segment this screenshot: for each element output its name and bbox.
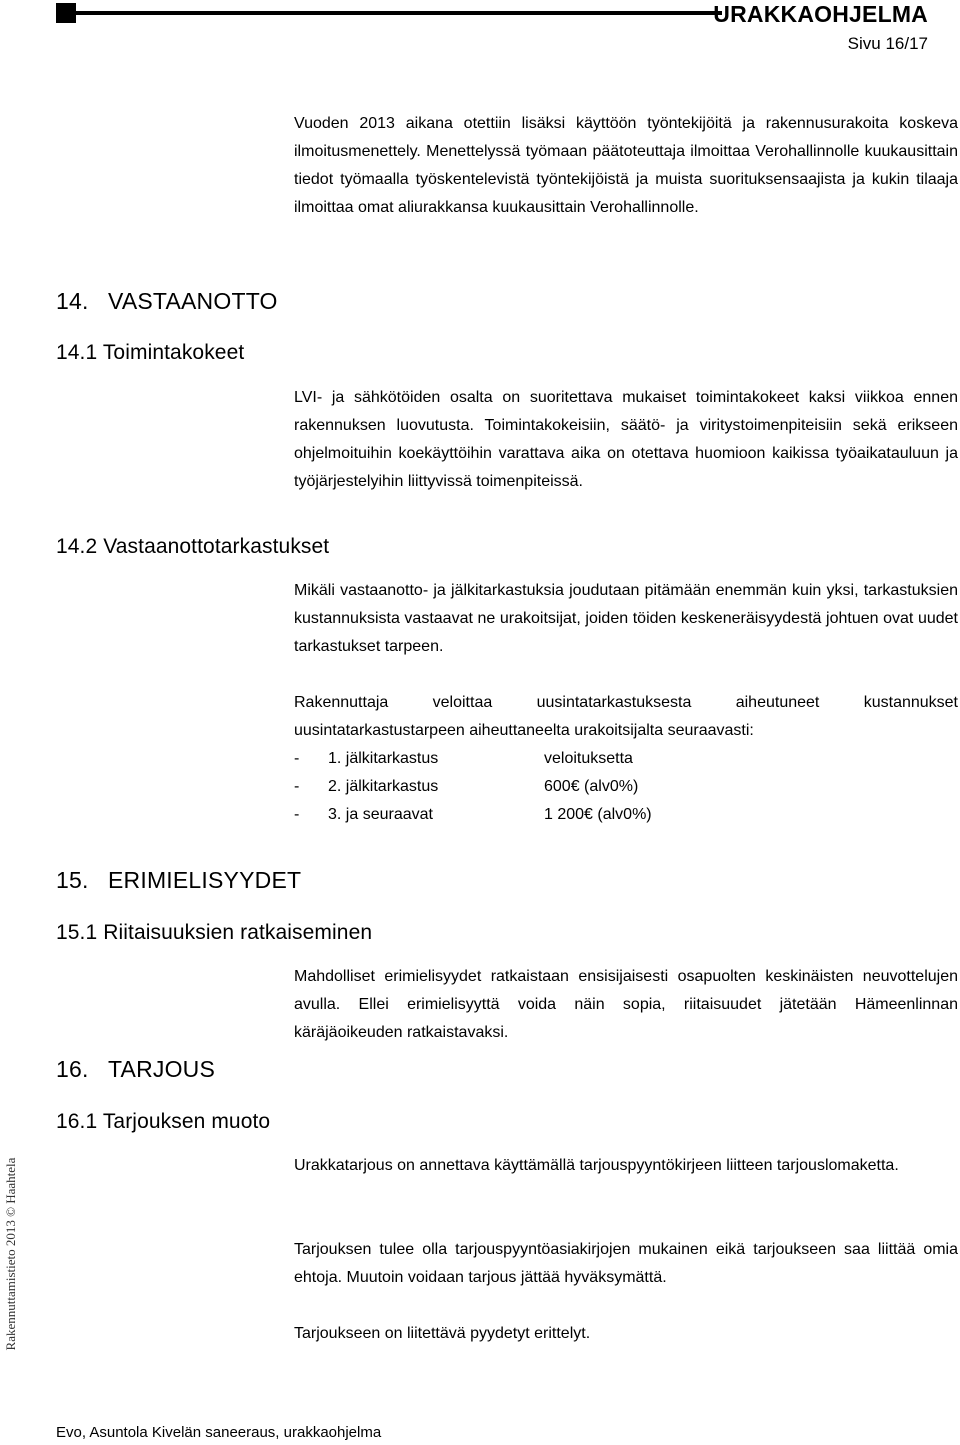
document-title: URAKKAOHJELMA [713, 1, 928, 27]
intro-paragraph: Vuoden 2013 aikana otettiin lisäksi käyttöön työntekijöitä ja rakennusurakoita koskeva ilmoitusmenettely. Menettelyssä työmaan päätoteuttaja ilmoittaa Verohallinnolle kuukausittain tiedot työmaalla työskentelevistä työntekijöistä ja muista suorituksensaajista ja kukin tilaaja ilmoittaa omat aliurakkansa kuukausittain Verohallinnolle. [294, 115, 958, 216]
paragraph-16-1-c: Tarjoukseen on liitettävä pyydetyt erittelyt. [294, 1325, 591, 1342]
heading-number: 14. [56, 288, 89, 314]
list-item-price: 1 200€ (alv0%) [544, 806, 652, 823]
list-dash: - [294, 750, 300, 767]
list-item-label: 2. jälkitarkastus [328, 778, 439, 795]
list-item-label: 1. jälkitarkastus [328, 750, 439, 767]
paragraph-16-1-a: Urakkatarjous on annettava käyttämällä tarjouspyyntökirjeen liitteen tarjouslomaketta. [294, 1157, 899, 1174]
paragraph-16-1-b: Tarjouksen tulee olla tarjouspyyntöasiakirjojen mukainen eikä tarjoukseen saa liittää omia ehtoja. Muutoin voidaan tarjous jättää hyväksymättä. [294, 1241, 958, 1286]
list-item [294, 801, 794, 829]
header-rule [76, 11, 722, 15]
list-dash: - [294, 778, 300, 795]
heading-number: 16. [56, 1056, 89, 1082]
heading-section-14 [56, 288, 278, 315]
heading-text: TARJOUS [108, 1056, 216, 1082]
header-square-mark [56, 3, 76, 23]
heading-text: VASTAANOTTO [108, 288, 278, 314]
list-item-price: veloituksetta [544, 750, 633, 767]
heading-text: ERIMIELISYYDET [108, 867, 302, 893]
list-item-price: 600€ (alv0%) [544, 778, 639, 795]
paragraph-15-1: Mahdolliset erimielisyydet ratkaistaan ensisijaisesti osapuolten keskinäisten neuvottelujen avulla. Ellei erimielisyyttä voida näin sopia, riitaisuudet jätetään Hämeenlinnan käräjäoikeuden ratkaistavaksi. [294, 968, 958, 1041]
heading-section-14-1: 14.1 Toimintakokeet [56, 341, 245, 364]
page-number: Sivu 16/17 [847, 34, 928, 53]
list-item-label: 3. ja seuraavat [328, 806, 433, 823]
list-item [294, 745, 794, 773]
fee-list [294, 745, 794, 829]
heading-section-14-2: 14.2 Vastaanottotarkastukset [56, 535, 330, 558]
heading-section-15 [56, 867, 301, 894]
heading-number: 15. [56, 867, 89, 893]
paragraph-14-2-a: Mikäli vastaanotto- ja jälkitarkastuksia joudutaan pitämään enemmän kuin yksi, tarkastuksien kustannuksista vastaavat ne urakoitsijat, joiden töiden keskeneräisyydestä johtuen ovat uudet tarkastukset tarpeen. [294, 582, 958, 655]
heading-section-16-1: 16.1 Tarjouksen muoto [56, 1110, 271, 1133]
footer-text: Evo, Asuntola Kivelän saneeraus, urakkaohjelma [56, 1424, 382, 1441]
heading-section-15-1: 15.1 Riitaisuuksien ratkaiseminen [56, 921, 373, 944]
paragraph-14-1: LVI- ja sähkötöiden osalta on suoritettava mukaiset toimintakokeet kaksi viikkoa ennen rakennuksen luovutusta. Toimintakokeisiin, säätö- ja viritystoimenpiteisiin sekä erikseen ohjelmoituihin koekäyttöihin varattava aika on otettava huomioon kaikissa työaikatauluun ja työjärjestelyihin liittyvissä toimenpiteissä. [294, 389, 958, 490]
heading-section-16 [56, 1056, 215, 1083]
list-item [294, 773, 794, 801]
paragraph-14-2-b: Rakennuttaja veloittaa uusintatarkastuksesta aiheutuneet kustannukset uusintatarkastustarpeen aiheuttaneelta urakoitsijalta seuraavasti: [294, 694, 958, 739]
list-dash: - [294, 806, 300, 823]
copyright-sidebar: Rakennuttamistieto 2013 © Haahtela [3, 1157, 18, 1351]
